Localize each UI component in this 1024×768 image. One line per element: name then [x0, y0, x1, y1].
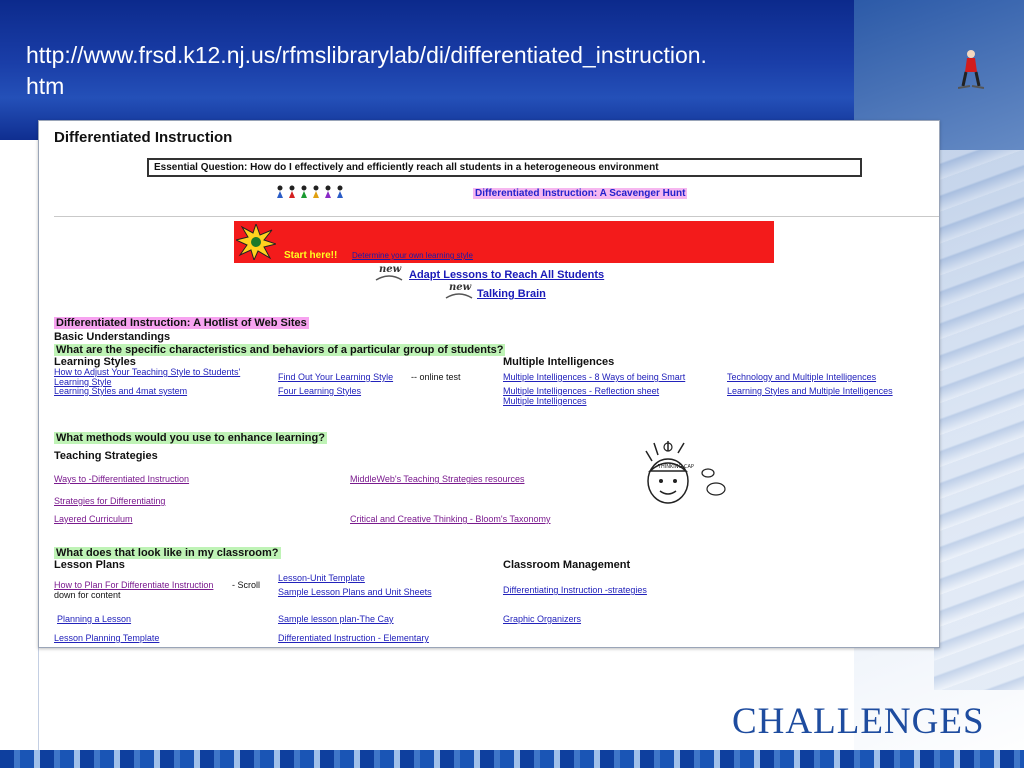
- adapt-lessons-link[interactable]: Adapt Lessons to Reach All Students: [409, 269, 605, 281]
- slide-title: [26, 40, 886, 102]
- multiple-intelligences-heading: Multiple Intelligences: [503, 356, 615, 368]
- critical-thinking-link[interactable]: Critical and Creative Thinking - Bloom's Taxonomy: [350, 514, 551, 524]
- skier-icon: [958, 48, 984, 92]
- planning-lesson-link[interactable]: Planning a Lesson: [57, 614, 132, 624]
- slide-title-line: htm: [26, 73, 65, 99]
- differentiating-strategies-link[interactable]: Differentiating Instruction -strategies: [503, 585, 647, 595]
- lesson-plans-heading: Lesson Plans: [54, 559, 125, 571]
- how-to-plan-link[interactable]: How to Plan For Differentiate Instruction: [54, 580, 214, 590]
- teaching-strategies-heading: Teaching Strategies: [54, 450, 158, 462]
- thinking-cap-icon: [644, 441, 729, 516]
- new-badge-icon: new: [449, 282, 472, 293]
- adjust-teaching-style-link[interactable]: How to Adjust Your Teaching Style to Students': [54, 367, 241, 377]
- thinking-cap-label: THINKING CAP: [658, 464, 694, 470]
- classroom-management-heading: Classroom Management: [503, 559, 631, 571]
- starburst-icon: [236, 224, 276, 260]
- mi-reflection-link[interactable]: Multiple Intelligences - Reflection sheet: [503, 386, 660, 396]
- scavenger-hunt-link[interactable]: Differentiated Instruction: A Scavenger Hunt: [475, 188, 686, 199]
- ways-differentiated-link[interactable]: Ways to -Differentiated Instruction: [54, 474, 190, 484]
- challenges-logo: CHALLENGES: [732, 701, 985, 742]
- online-test-note: -- online test: [411, 372, 461, 382]
- learning-styles-heading: Learning Styles: [54, 356, 136, 368]
- mi-8-ways-link[interactable]: Multiple Intelligences - 8 Ways of being Smart: [503, 372, 686, 382]
- talking-brain-link[interactable]: Talking Brain: [477, 288, 546, 300]
- learning-style-link[interactable]: Determine your own learning style: [352, 251, 473, 260]
- lesson-planning-template-link[interactable]: Lesson Planning Template: [54, 633, 160, 643]
- slide-title-line: http://www.frsd.k12.nj.us/rfmslibrarylab/di/differentiated_instruction.: [26, 42, 707, 68]
- webpage-screenshot: [38, 120, 940, 648]
- layered-curriculum-link[interactable]: Layered Curriculum: [54, 514, 133, 524]
- graphic-organizers-link[interactable]: Graphic Organizers: [503, 614, 582, 624]
- question-classroom: What does that look like in my classroom?: [56, 547, 279, 559]
- strategies-differentiating-link[interactable]: Strategies for Differentiating: [54, 496, 166, 506]
- slide-side-rail: [0, 140, 39, 750]
- question-methods: What methods would you use to enhance learning?: [56, 432, 325, 444]
- hotlist-title: Differentiated Instruction: A Hotlist of Web Sites: [56, 317, 307, 329]
- new-swish-icon: [375, 274, 403, 282]
- four-learning-styles-link[interactable]: Four Learning Styles: [278, 386, 362, 396]
- find-learning-style-link[interactable]: Find Out Your Learning Style: [278, 372, 394, 382]
- basic-understandings-heading: Basic Understandings: [54, 331, 171, 343]
- scroll-note: down for content: [54, 590, 121, 600]
- middleweb-link[interactable]: MiddleWeb's Teaching Strategies resources: [350, 474, 525, 484]
- question-characteristics: What are the specific characteristics and behaviors of a particular group of students?: [56, 344, 504, 356]
- children-clipart-icon: [274, 184, 346, 204]
- bottom-decoration: [0, 750, 1024, 768]
- new-badge-icon: new: [379, 264, 402, 275]
- tech-mi-link[interactable]: Technology and Multiple Intelligences: [727, 372, 877, 382]
- essential-question-box: Essential Question: How do I effectively and efficiently reach all students in a heterogeneous environment: [147, 158, 862, 177]
- new-swish-icon: [445, 292, 473, 300]
- start-here-banner: [234, 221, 774, 263]
- learning-styles-4mat-link[interactable]: Learning Styles and 4mat system: [54, 386, 188, 396]
- start-here-label: Start here!!: [284, 250, 338, 261]
- lesson-unit-template-link[interactable]: Lesson-Unit Template: [278, 573, 365, 583]
- adjust-teaching-style-link[interactable]: Learning Style: [54, 377, 112, 387]
- divider: [54, 216, 940, 217]
- page-heading: Differentiated Instruction: [54, 129, 233, 146]
- mi-link[interactable]: Multiple Intelligences: [503, 396, 587, 406]
- sample-cay-link[interactable]: Sample lesson plan-The Cay: [278, 614, 394, 624]
- sample-lesson-plans-link[interactable]: Sample Lesson Plans and Unit Sheets: [278, 587, 432, 597]
- background-wave: [934, 150, 1024, 690]
- di-elementary-link[interactable]: Differentiated Instruction - Elementary: [278, 633, 429, 643]
- ls-mi-link[interactable]: Learning Styles and Multiple Intelligences: [727, 386, 893, 396]
- scroll-note: - Scroll: [232, 580, 261, 590]
